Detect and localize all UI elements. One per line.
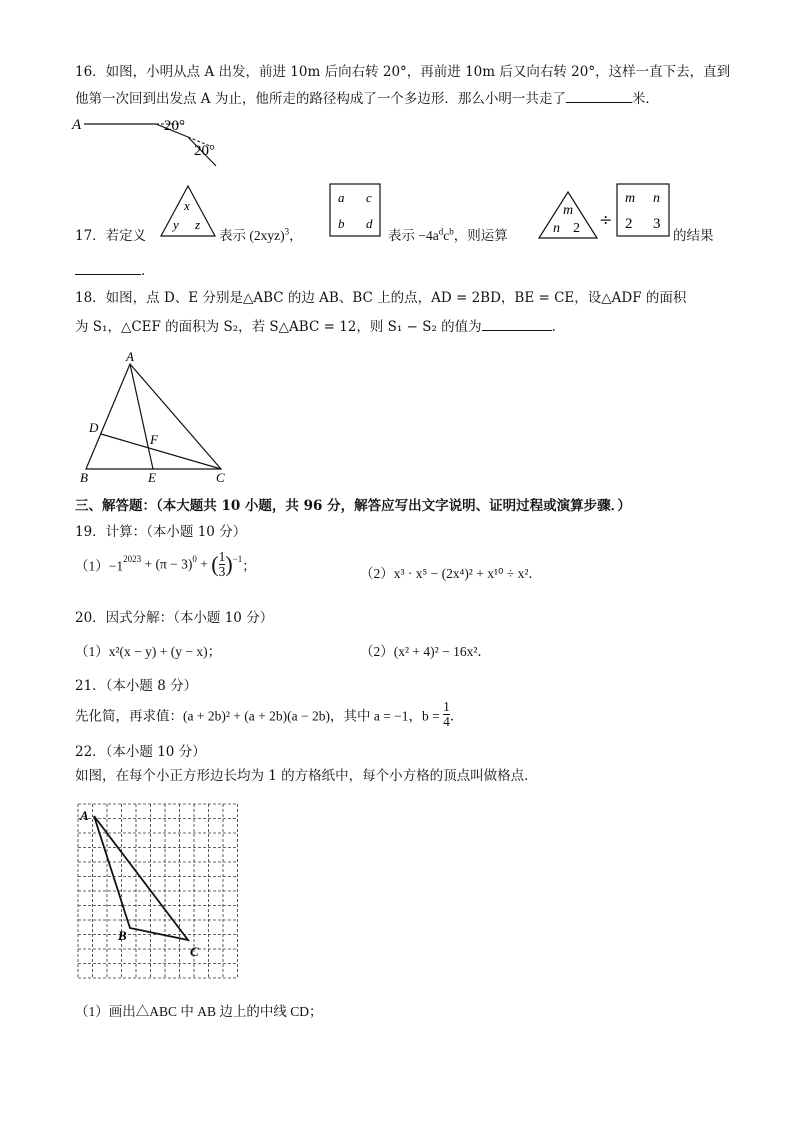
svg-text:B: B [80, 470, 88, 485]
q18-triangle-figure [76, 348, 236, 486]
q21-title: 21．（本小题 8 分） [75, 678, 198, 694]
fig-angle-1: 20° [164, 118, 185, 134]
q16-line2: 他第一次回到出发点 A 为止，他所走的路径构成了一个多边形．那么小明一共走了 米． [75, 88, 659, 109]
fig-angle-2: 20° [194, 143, 215, 159]
svg-text:A: A [80, 808, 89, 823]
q19-part2: （2）x³ · x⁵ − (2x⁴)² + x¹⁰ ÷ x²． [360, 566, 542, 581]
svg-text:2: 2 [573, 221, 580, 236]
svg-text:m: m [625, 191, 636, 206]
q20-part1: （1）x²(x − y) + (y − x)； [75, 644, 222, 659]
q22-body: 如图，在每个小正方形边长均为 1 的方格纸中，每个小方格的顶点叫做格点． [75, 768, 538, 784]
svg-text:z: z [195, 217, 201, 232]
q22-title: 22．（本小题 10 分） [75, 744, 206, 760]
q17-box [328, 182, 384, 238]
svg-text:c: c [366, 190, 372, 205]
svg-text:2: 2 [625, 216, 633, 232]
q19-part1: $(1)-1^{2023} + (\pi - 3)^0$ + ( $\frac{1}{3}$ )$^{-1}$； [75, 549, 256, 579]
answer-blank [566, 88, 632, 103]
answer-blank [482, 316, 552, 331]
svg-text:C: C [216, 470, 225, 485]
svg-text:d: d [366, 216, 373, 231]
q18-line1: 18．如图，点 D、E 分别是△ABC 的边 AB、BC 上的点，AD = 2BD，BE = CE，设△ADF 的面积 [75, 290, 687, 306]
answer-blank [75, 260, 141, 275]
q22-grid-figure [74, 800, 246, 986]
q17-box-2 [615, 182, 673, 240]
q21-body: 先化简，再求值：(a + 2b)² + (a + 2b)(a − 2b)，其中 a = −1，b = $\frac{1}{4}$ ． [75, 699, 464, 729]
section-3-heading: 三、解答题：（本大题共 10 小题，共 96 分，解答应写出文字说明、证明过程或演算步骤．） [75, 498, 631, 514]
q20-part2: （2）(x² + 4)² − 16x²． [360, 644, 491, 659]
svg-text:a: a [338, 190, 345, 205]
svg-text:m: m [563, 203, 574, 218]
svg-text:x: x [184, 198, 190, 213]
q19-title: 19．计算：（本小题 10 分） [75, 524, 247, 540]
q16-path-figure [70, 112, 230, 174]
svg-text:D: D [89, 420, 99, 435]
q16-line1: 16．如图，小明从点 A 出发，前进 10m 后向右转 20°，再前进 10m 后又向右转 20°，这样一直下去，直到 [75, 64, 731, 80]
svg-text:y: y [173, 217, 179, 232]
q22-part1: （1）画出△ABC 中 AB 边上的中线 CD； [75, 1004, 323, 1019]
q20-title: 20．因式分解：（本小题 10 分） [75, 610, 274, 626]
svg-text:F: F [150, 432, 158, 447]
svg-text:E: E [148, 470, 156, 485]
q18-line2: 为 S₁，△CEF 的面积为 S₂，若 S△ABC = 12，则 S₁ − S₂ 的值为 ． [75, 316, 565, 337]
q17-row: 17．若定义 x y z 表示 $(2xyz)^3$， a c b d 表示 $-4a^dc^b$，则运算 m n 2 ÷ m n 2 3 的结果 [75, 182, 735, 252]
q17-triangle-2 [537, 190, 599, 242]
svg-text:C: C [190, 944, 199, 959]
svg-text:3: 3 [653, 216, 661, 232]
svg-text:B: B [118, 928, 127, 943]
grid-lines [78, 804, 238, 978]
svg-text:A: A [126, 349, 134, 364]
svg-text:b: b [338, 216, 345, 231]
svg-text:n: n [653, 191, 660, 206]
q17-line2: ． [75, 260, 155, 281]
q17-triangle [159, 184, 217, 238]
svg-text:n: n [553, 221, 560, 236]
fig-label-a: A [72, 117, 82, 133]
